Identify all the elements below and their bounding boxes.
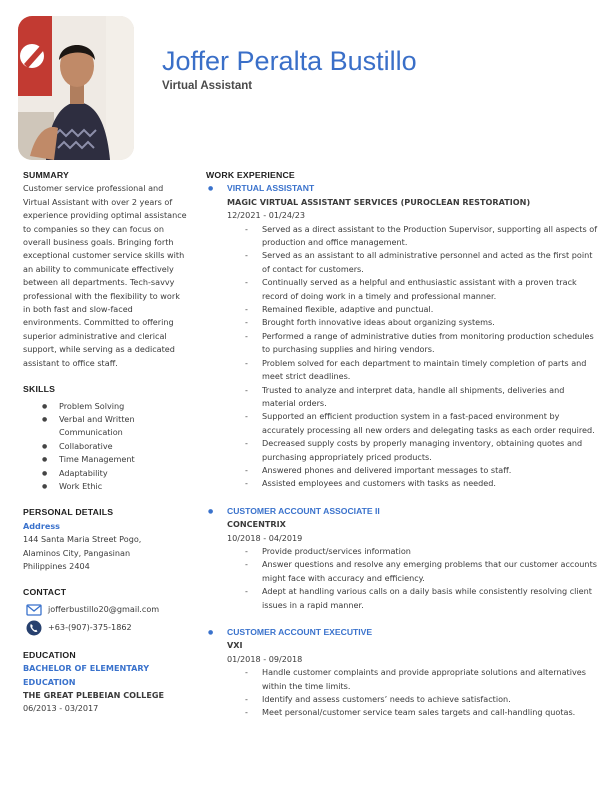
duty-item: - Adept at handling various calls on a daily basis while consistently resolving client issues in a rapid manner.	[227, 585, 598, 612]
contact-section	[23, 586, 188, 635]
skill-item: ● Adaptability	[23, 467, 188, 480]
job-duties	[227, 545, 598, 612]
education-heading: EDUCATION	[23, 649, 76, 660]
summary-text: Customer service professional and Virtual Assistant with over 2 years of experience providing optimal assistance to companies so they can focus on overall business goals. Bringing forth exceptional customer service skills with an ability to communicate effectively between all departments. Tech-savvy professional with the flexibility to work in both fast and slow-faced environments. Committed to offering superior administrative and clerical support, while serving as a dedicated assistant to office staff.	[23, 183, 187, 368]
duty-item: - Provide product/services information	[227, 545, 598, 558]
duty-item: - Meet personal/customer service team sales targets and call-handling quotas.	[227, 706, 598, 719]
duty-item: - Remained flexible, adaptive and punctual.	[227, 303, 598, 316]
summary-section	[23, 169, 188, 370]
job-dates: 10/2018 - 04/2019	[227, 532, 303, 543]
phone-row	[23, 620, 188, 636]
education-section	[23, 649, 188, 716]
personal-heading: PERSONAL DETAILS	[23, 507, 114, 518]
personal-section	[23, 506, 188, 573]
job-entry	[206, 182, 598, 490]
duty-item: - Trusted to analyze and interpret data, handle all shipments, deliveries and material orders.	[227, 384, 598, 411]
address-line: Alaminos City, Pangasinan	[23, 547, 131, 558]
duty-item: - Brought forth innovative ideas about organizing systems.	[227, 316, 598, 329]
job-title: ● CUSTOMER ACCOUNT ASSOCIATE II	[227, 505, 380, 516]
duty-item: - Problem solved for each department to maintain timely completion of parts and meet strict deadlines.	[227, 357, 598, 384]
duty-item: - Answered phones and delivered important messages to staff.	[227, 464, 598, 477]
job-entry	[206, 626, 598, 720]
job-company: VXI	[227, 640, 243, 651]
email-icon	[26, 602, 42, 618]
profile-photo-image	[18, 16, 134, 160]
skill-item: ● Work Ethic	[23, 480, 188, 493]
job-company: MAGIC VIRTUAL ASSISTANT SERVICES (PUROCLEAN RESTORATION)	[227, 196, 531, 207]
duty-item: - Assisted employees and customers with tasks as needed.	[227, 477, 598, 490]
left-column	[23, 169, 188, 716]
duty-item: - Supported an efficient production system in a fast-paced environment by accurately processing all new orders and delegating tasks as each order required.	[227, 410, 598, 437]
job-entry	[206, 505, 598, 612]
job-company: CONCENTRIX	[227, 519, 286, 530]
duty-item: - Decreased supply costs by properly managing inventory, obtaining quotes and purchasing appropriately priced products.	[227, 437, 598, 464]
job-duties	[227, 666, 598, 720]
duty-item: - Answer questions and resolve any emerging problems that our customer accounts might face with accuracy and efficiency.	[227, 558, 598, 585]
email-link[interactable]: jofferbustillo20@gmail.com	[48, 604, 160, 615]
address-line: Philippines 2404	[23, 560, 90, 571]
duty-item: - Performed a range of administrative duties from monitoring production schedules to purchasing supplies and hiring vendors.	[227, 330, 598, 357]
address-label: Address	[23, 520, 60, 531]
duty-item: - Continually served as a helpful and enthusiastic assistant with a proven track record of doing work in a timely and professional manner.	[227, 276, 598, 303]
job-dates: 01/2018 - 09/2018	[227, 653, 303, 664]
duty-item: - Identify and assess customers’ needs to achieve satisfaction.	[227, 693, 598, 706]
duty-item: - Handle customer complaints and provide appropriate solutions and alternatives within the time limits.	[227, 666, 598, 693]
candidate-name: Joffer Peralta Bustillo	[162, 46, 417, 76]
skill-item: ● Problem Solving	[23, 400, 188, 413]
skills-list	[23, 400, 188, 494]
education-dates: 06/2013 - 03/2017	[23, 703, 99, 714]
email-row	[23, 602, 188, 618]
contact-heading: CONTACT	[23, 587, 67, 598]
education-degree: BACHELOR OF ELEMENTARY EDUCATION	[23, 663, 150, 687]
summary-heading: SUMMARY	[23, 170, 69, 180]
right-column	[206, 169, 598, 720]
experience-heading: WORK EXPERIENCE	[206, 170, 295, 180]
job-title: ● CUSTOMER ACCOUNT EXECUTIVE	[227, 627, 373, 637]
duty-item: - Served as an assistant to all administrative personnel and acted as the first point of contact for customers.	[227, 249, 598, 276]
phone-number[interactable]: +63-(907)-375-1862	[48, 622, 132, 633]
address-line: 144 Santa Maria Street Pogo,	[23, 534, 142, 545]
profile-photo	[18, 16, 134, 160]
skill-item: ● Verbal and Written Communication	[23, 413, 188, 440]
job-dates: 12/2021 - 01/24/23	[227, 210, 306, 221]
skill-item: ● Time Management	[23, 453, 188, 466]
skills-heading: SKILLS	[23, 384, 56, 395]
skill-item: ● Collaborative	[23, 440, 188, 453]
duty-item: - Served as a direct assistant to the Production Supervisor, supporting all aspects of production and office management.	[227, 223, 598, 250]
candidate-role: Virtual Assistant	[162, 80, 253, 92]
phone-icon	[26, 620, 42, 636]
job-duties	[227, 223, 598, 491]
education-school: THE GREAT PLEBEIAN COLLEGE	[23, 690, 165, 700]
skills-section	[23, 383, 188, 493]
job-title: ● VIRTUAL ASSISTANT	[227, 183, 315, 194]
